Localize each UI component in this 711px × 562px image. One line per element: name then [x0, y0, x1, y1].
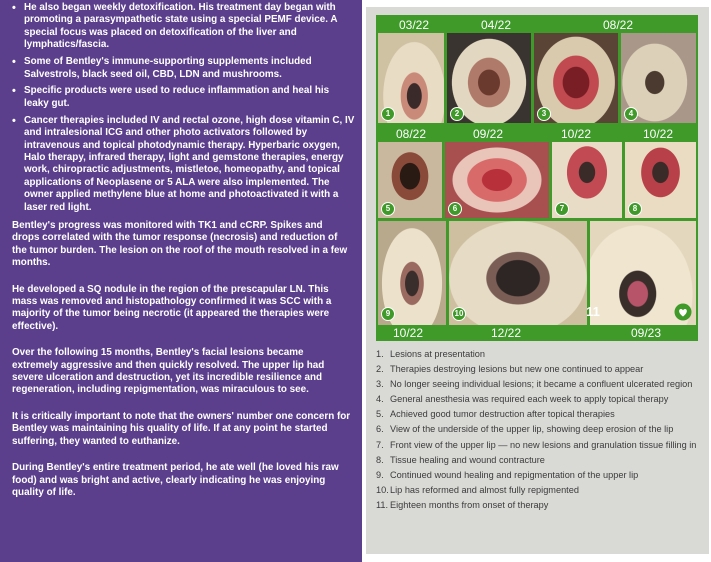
date-label: 08/22 [395, 127, 427, 141]
paragraph-treatment-period: During Bentley's entire treatment period, he ate well (he loved his raw food) and was bright and active, clearly indicating he was enjoying quality of life. [12, 462, 339, 498]
dog-photo [534, 33, 618, 123]
photo-grid [376, 15, 698, 341]
paragraph-quality-of-life: It is critically important to note that the owners' number one concern for Bentley was maintaining his quality of life. If at any point he started suffering, they wanted to euthanize. [12, 410, 351, 447]
dog-photo [447, 33, 531, 123]
date-label: 10/22 [642, 127, 674, 141]
paragraph-facial-lesions: Over the following 15 months, Bentley's facial lesions became extremely aggressive and then quickly resolved. The upper lip had severe ulceration and destruction, yet its incredible resilience and regeneration, including repigmentation, was miraculous to see. [12, 347, 325, 396]
photo-number-badge: 3 [537, 107, 551, 121]
date-label: 03/22 [398, 18, 430, 32]
photo-number-badge: 7 [555, 202, 569, 216]
heart-logo-icon [674, 303, 692, 321]
paragraph-progress: Bentley's progress was monitored with TK1 and cCRP. Spikes and drops correlated with the tumor response (necrosis) and reduction of the tumor burden. The lesion on the roof of the mouth resolved in a few months. [12, 220, 348, 269]
legend-item: 11. Eighteen months from onset of therapy [376, 499, 549, 510]
photo-number-badge: 8 [628, 202, 642, 216]
legend-item: 2. Therapies destroying lesions but new one continued to appear [376, 364, 644, 375]
legend-item: 7. Front view of the upper lip — no new lesions and granulation tissue filling in [376, 439, 697, 450]
photo-number-badge: 6 [448, 202, 462, 216]
legend-item: 3. No longer seeing individual lesions; it became a confluent ulcerated region [376, 379, 693, 390]
dog-photo [378, 221, 446, 325]
dog-photo [625, 142, 696, 218]
legend-item: 5. Achieved good tumor destruction after topical therapies [376, 409, 615, 420]
dog-photo [552, 142, 622, 218]
photo-number-badge: 9 [381, 307, 395, 321]
bullet-item: • Specific products were used to reduce inflammation and heal his leaky gut. [12, 85, 330, 109]
legend-item: 10. Lip has reformed and almost fully repigmented [376, 484, 579, 495]
date-label: 09/23 [630, 326, 662, 340]
dog-photo [449, 221, 587, 325]
legend-item: 9. Continued wound healing and repigmentation of the upper lip [376, 469, 639, 480]
bullet-item: • He also began weekly detoxification. His treatment day began with promoting a parasympathetic state using a special PEMF device. A special focus was placed on detoxification of the liver and lymphatics/fascia. [12, 2, 338, 51]
photo-legend-list [376, 349, 701, 515]
date-label: 12/22 [490, 326, 522, 340]
dog-photo [445, 142, 549, 218]
photo-number-badge: 1 [381, 107, 395, 121]
date-label: 10/22 [392, 326, 424, 340]
photo-number-badge: 2 [450, 107, 464, 121]
legend-item: 1. Lesions at presentation [376, 349, 486, 359]
dog-photo [378, 142, 442, 218]
dog-photo [378, 33, 444, 123]
photo-number-badge: 5 [381, 202, 395, 216]
legend-item: 8. Tissue healing and wound contracture [376, 454, 545, 465]
bullet-item: • Cancer therapies included IV and rectal ozone, high dose vitamin C, IV and intralesional ICG and other photo activators followed by intravenous and topical photodynamic therapy. Hyperbaric oxygen, Halo therapy, infrared therapy, light and gemstone therapies, energy work, chiropractic adjustments, mistletoe, homeopathy, and topical applications of Neoplasene or 5 ALA were also implemented. The owner applied methylene blue at home and photoactivated it with a laser red light. [12, 114, 355, 213]
legend-item: 4. General anesthesia was required each week to apply topical therapy [376, 394, 669, 405]
legend-item: 6. View of the underside of the upper lip, showing deep erosion of the lip [376, 424, 674, 435]
date-label: 08/22 [602, 18, 634, 32]
date-label: 09/22 [472, 127, 504, 141]
date-label: 04/22 [480, 18, 512, 32]
dog-photo [586, 221, 696, 325]
photo-number-badge: 4 [624, 107, 638, 121]
date-label: 10/22 [560, 127, 592, 141]
dog-photo [621, 33, 696, 123]
photo-number-badge: 11 [586, 304, 600, 319]
photo-timeline-panel [366, 7, 709, 554]
treatment-bullet-list [0, 0, 362, 214]
photo-number-badge: 10 [452, 307, 466, 321]
bullet-item: • Some of Bentley's immune-supporting supplements included Salvestrols, black seed oil, CBD, LDN and mushrooms. [12, 56, 312, 80]
paragraph-nodule: He developed a SQ nodule in the region of the prescapular LN. This mass was removed and histopathology confirmed it was SCC with a majority of the tumor being necrotic (it appeared the therapies were effective). [12, 283, 332, 332]
